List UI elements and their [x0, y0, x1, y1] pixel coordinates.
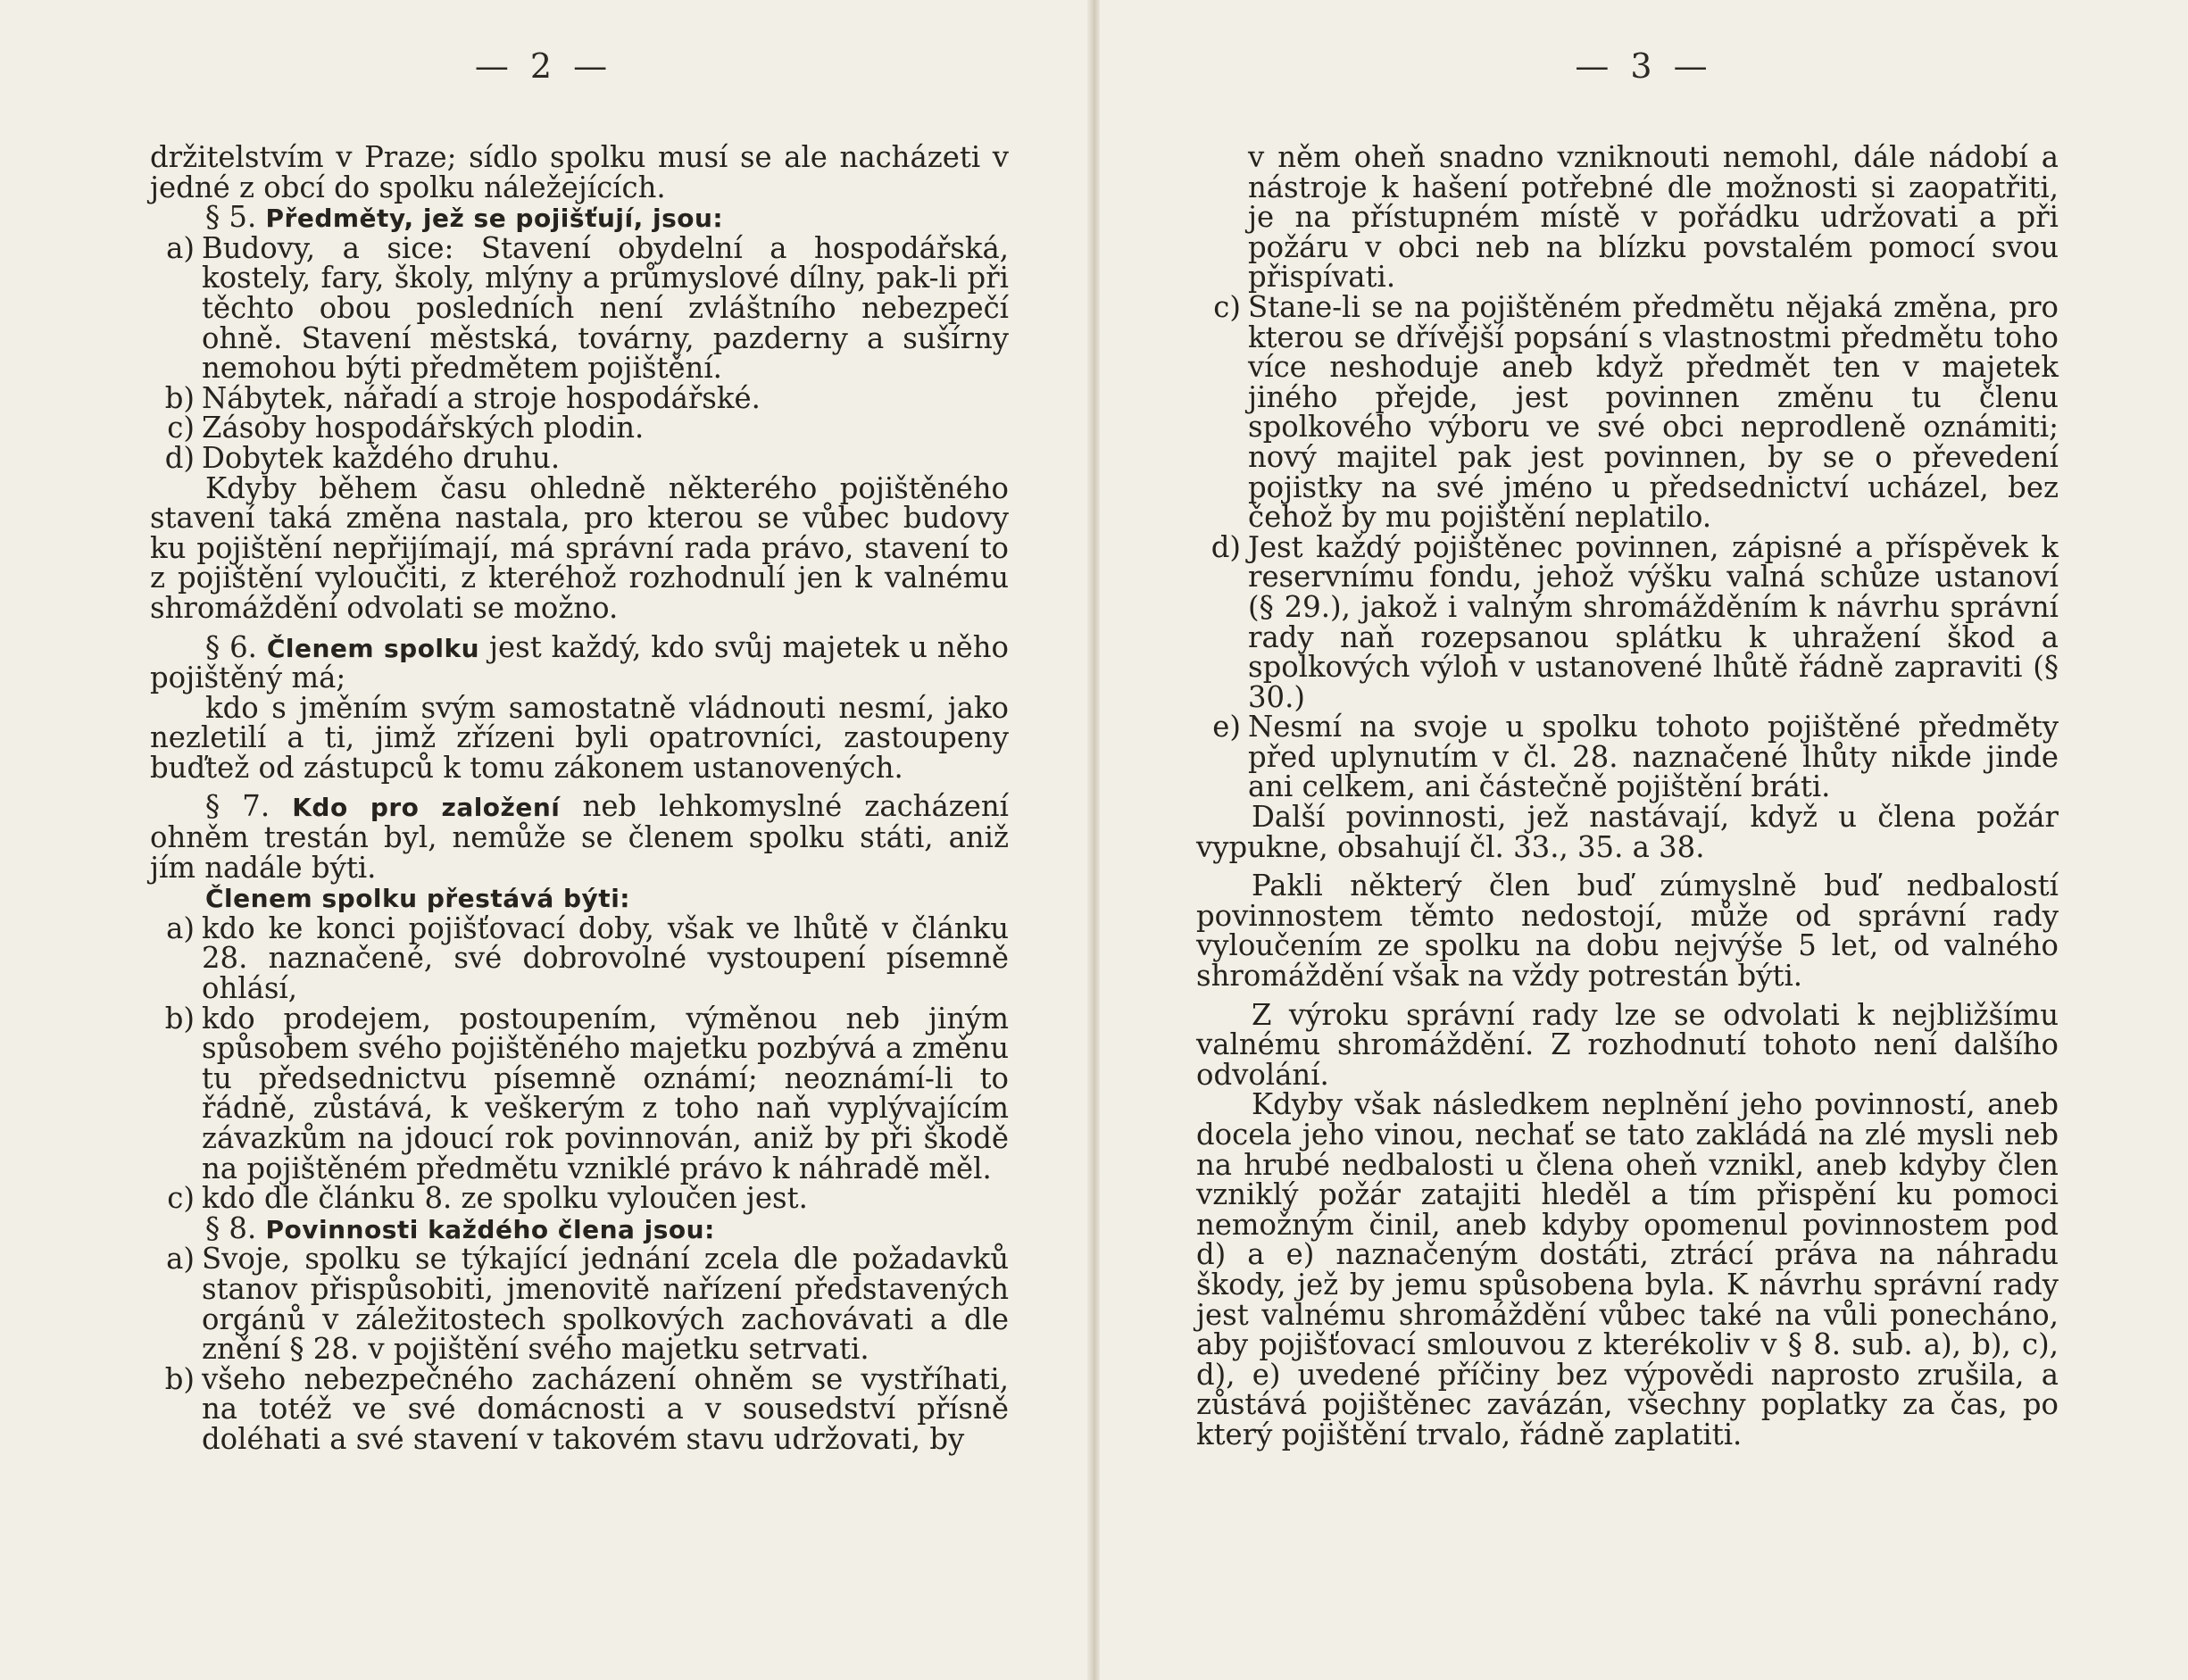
item-text: kdo ke konci pojišťovací doby, však ve lhůtě v článku 28. naznačené, své dobrovolné vystoupení písemně ohlásí, [202, 911, 1009, 1006]
section-heading: Členem spolku [266, 633, 480, 663]
item-letter: c) [167, 1181, 195, 1216]
item-letter: c) [167, 411, 195, 445]
left-page [0, 0, 1087, 1680]
page-text [150, 140, 1009, 1456]
item-letter: b) [164, 380, 195, 415]
section-heading: Povinnosti každého člena jsou: [265, 1214, 715, 1244]
section-heading: Kdo pro založení [292, 793, 561, 823]
list-item [150, 1181, 1009, 1216]
section-paragraph [150, 1210, 1009, 1245]
paragraph: držitelstvím v Praze; sídlo spolku musí se ale nacházeti v jedné z obcí do spolku náležejících. [150, 140, 1009, 204]
item-letter: a) [166, 1242, 195, 1277]
list-item [150, 230, 1009, 386]
item-letter: b) [164, 1361, 195, 1396]
list-item [150, 911, 1009, 1006]
list-item [150, 440, 1009, 475]
list-item [150, 1361, 1009, 1456]
item-letter: a) [166, 911, 195, 945]
list-item [1196, 140, 2059, 295]
item-letter [1196, 143, 1248, 293]
section-paragraph [150, 629, 1009, 695]
page-number: — 2 — [474, 46, 613, 86]
paragraph: Další povinnosti, jež nastávají, když u člena požár vypukne, obsahují čl. 33., 35. a 38. [1196, 800, 2059, 864]
list-item [1196, 712, 2059, 803]
section-heading: Předměty, jež se pojišťují, jsou: [265, 204, 724, 234]
section-text: jest každý, kdo svůj majetek u něho pojištěný má; [150, 629, 1009, 695]
book-gutter [1087, 0, 1100, 1680]
item-text: kdo dle článku 8. ze spolku vyloučen jest. [202, 1181, 808, 1216]
item-text: kdo prodejem, postoupením, výměnou neb jiným spůsobem svého pojištěného majetku pozbývá a změnu tu předsednictvu písemně oznámí; neoznámí-li to řádně, zůstává, k veškerým z toho naň vyplývajícím závazkům na jdoucí rok povinnován, aniž by při škodě na pojištěném předmětu vzniklé právo k náhradě měl. [202, 1001, 1009, 1185]
section-number: § 8. [205, 1210, 257, 1245]
item-letter: e) [1212, 710, 1241, 744]
item-text: Budovy, a sice: Stavení obydelní a hospodářská, kostely, fary, školy, mlýny a průmyslové dílny, pak-li při těchto obou posledních není zvláštního nebezpečí ohně. Stavení městská, továrny, pazderny a sušírny nemohou býti předmětem pojištění. [202, 230, 1009, 386]
section-paragraph [150, 789, 1009, 885]
page-number: — 3 — [1575, 46, 1713, 86]
section-paragraph [150, 200, 1009, 235]
item-letter: c) [1213, 289, 1241, 324]
item-text: Svoje, spolku se týkající jednání zcela dle požadavků stanov přispůsobiti, jmenovitě nařízení představených orgánů v záležitostech spolkových zachovávati a dle znění § 28. v pojištění svého majetku setrvati. [202, 1242, 1009, 1367]
section-text: neb lehkomyslné zacházení ohněm trestán byl, nemůže se členem spolku státi, aniž jím nadále býti. [150, 789, 1009, 885]
paragraph: Pakli některý člen buď zúmyslně buď nedbalostí povinnostem těmto nedostojí, může od správní rady vyloučením ze spolku na dobu nejvýše 5 let, od valného shromáždění však na vždy potrestán býti. [1196, 869, 2059, 994]
paragraph: Kdyby však následkem neplnění jeho povinností, aneb docela jeho vinou, nechať se tato zakládá na zlé mysli neb na hrubé nedbalosti u člena oheň vznikl, aneb kdyby člen vzniklý požár zatajiti hleděl a tím přispění ku pomoci nemožným činil, aneb kdyby opomenul povinnostem pod d) a e) naznačeným dostáti, ztrácí práva na náhradu škody, jež by jemu spůsobena byla. K návrhu správní rady jest valnému shromáždění vůbec také na vůli ponecháno, aby pojišťovací smlouvou z kterékoliv v § 8. sub. a), b), c), d), e) uvedené příčiny bez výpovědi naprosto zrušila, a zůstává pojištěnec zavázán, všechny poplatky za čas, po který pojištění trvalo, řádně zaplatiti. [1196, 1087, 2059, 1451]
paragraph: Kdyby během času ohledně některého pojištěného stavení taká změna nastala, pro kterou se vůbec budovy ku pojištění nepřijímají, má správní rada právo, stavení to z pojištění vyloučiti, z kteréhož rozhodnulí jen k valnému shromáždění odvolati se možno. [150, 470, 1009, 625]
list-item [1196, 529, 2059, 714]
section-number: § 6. [205, 629, 257, 664]
list-item [150, 1242, 1009, 1367]
item-letter: d) [164, 440, 195, 475]
item-text: Nábytek, nářadí a stroje hospodářské. [202, 380, 761, 415]
item-text: Jest každý pojištěnec povinnen, zápisné a příspěvek k reservnímu fondu, jehož výšku valná schůze ustanoví (§ 29.), jakož i valným shromážděním k návrhu správní rady naň rozepsanou splátku k uhražení škod a spolkových výloh v ustanovené lhůtě řádně zapraviti (§ 30.) [1248, 529, 2059, 714]
item-letter: b) [164, 1001, 195, 1035]
section-number: § 5. [205, 200, 257, 235]
page-text [1196, 140, 2059, 1451]
section-paragraph [150, 883, 1009, 914]
item-text: Nesmí na svoje u spolku tohoto pojištěné předměty před uplynutím v čl. 28. naznačené lhůty nikde jinde ani celkem, ani částečně pojištění bráti. [1248, 710, 2059, 804]
item-text: Zásoby hospodářských plodin. [202, 411, 645, 445]
item-letter: a) [166, 230, 195, 265]
list-item [150, 413, 1009, 444]
section-number: § 7. [205, 789, 270, 824]
item-text: v něm oheň snadno vzniknouti nemohl, dále nádobí a nástroje k hašení potřebné dle možnosti si zaopatřiti, je na přístupném místě v pořádku udržovati a při požáru v obci neb na blízku povstalém pomocí svou přispívati. [1248, 140, 2059, 295]
list-item [150, 380, 1009, 415]
item-text: Stane-li se na pojištěném předmětu nějaká změna, pro kterou se dřívější popsání s vlastnostmi předmětu toho více neshoduje aneb když předmět ten v majetek jiného přejde, jest povinnen změnu tu členu spolkového výboru ve své obci neprodleně oznámiti; nový majitel pak jest povinnen, by se o převedení pojistky na své jméno u předsednictví ucházel, bez čehož by mu pojištění neplatilo. [1248, 289, 2059, 535]
item-text: všeho nebezpečného zacházení ohněm se vystříhati, na totéž ve své domácnosti a v sousedství přísně doléhati a své stavení v takovém stavu udržovati, by [202, 1361, 1009, 1456]
right-page [1100, 0, 2188, 1680]
item-letter: d) [1210, 529, 1241, 564]
section-heading: Členem spolku přestává býti: [205, 884, 630, 914]
paragraph: kdo s jměním svým samostatně vládnouti nesmí, jako nezletilí a ti, jimž zřízeni byli opatrovníci, zastoupeny buďtež od zástupců k tomu zákonem ustanovených. [150, 690, 1009, 785]
paragraph: Z výroku správní rady lze se odvolati k nejbližšímu valnému shromáždění. Z rozhodnutí tohoto není dalšího odvolání. [1196, 997, 2059, 1092]
list-item [150, 1001, 1009, 1185]
item-text: Dobytek každého druhu. [202, 440, 561, 475]
list-item [1196, 289, 2059, 535]
